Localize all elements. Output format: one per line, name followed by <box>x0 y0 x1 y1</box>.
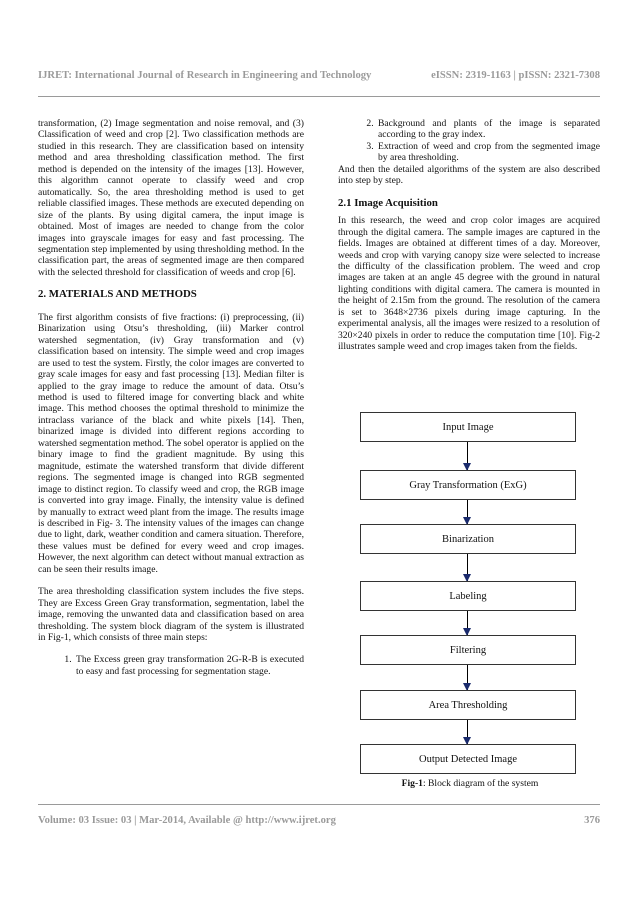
arrow-5 <box>467 665 468 690</box>
after-list-text: And then the detailed algorithms of the system are also described into step by step. <box>338 163 600 187</box>
issue-info: Volume: 03 Issue: 03 | Mar-2014, Available @ http://www.ijret.org <box>38 815 336 826</box>
issn: eISSN: 2319-1163 | pISSN: 2321-7308 <box>431 70 600 81</box>
step-2: 2. Background and plants of the image is separated according to the gray index. <box>376 118 600 141</box>
box-gray-transformation: Gray Transformation (ExG) <box>360 470 576 500</box>
page-number: 376 <box>584 815 600 826</box>
box-area-thresholding: Area Thresholding <box>360 690 576 720</box>
journal-title: IJRET: International Journal of Research in Engineering and Technology <box>38 70 372 81</box>
box-filtering: Filtering <box>360 635 576 665</box>
left-column <box>38 118 304 677</box>
arrow-3 <box>467 554 468 581</box>
intro-paragraph: transformation, (2) Image segmentation and noise removal, and (3) Classification of weed and crop [2]. Two classification methods are studied in this research. They are classification based on intensity method and area thresholding classification method. The first method is depended on the intensity of the images [13]. However, this algorithm cannot operate to classify weed and crop automatically. So, the area thresholding method is used to get reliable classified images. These methods are executed depending on size of the plants. By using digital camera, the input image is obtained. Most of images are needed to change from the color images into grayscale images for easy and fast processing. The segmentation step implemented by using thresholding method. In the classification part, the areas of segmented image are then compared with the selected threshold for classification of weeds and crop [6]. <box>38 118 304 278</box>
step-3: 3. Extraction of weed and crop from the segmented image by area thresholding. <box>376 141 600 164</box>
methods-paragraph-1: The first algorithm consists of five fractions: (i) preprocessing, (ii) Binarization using Otsu’s thresholding, (iii) Marker control watershed segmentation, (iv) Gray transformation and (v) classification based on intensity. The simple weed and crop images are used to test the system. Firstly, the color images are converted to gray scale images for easy and fast processing [13]. Median filter is applied to the gray image to reduce the amount of data. Otsu’s method is used to filtered image for converting black and white image. This method chooses the optimal threshold to minimize the intraclass variance of the black and white pixels [14]. Then, binarized image is divided into different regions according to watershed segmentation method. The sobel operator is applied on the binary image to find the gradient magnitude. By using this magnitude, estimate the watershed transform that divide different regions. The segmented image is changed into RGB segmented image to distinct region. To classify weed and crop, the RGB image is converted into gray image. Finally, the intensity value is defined by manually to extract weed plant from the image. The results image is described in Fig- 3. The intensity values of the images can change due to light, dark, weather condition and camera situation. Therefore, these values must be defined for every weed and crop images. However, the next algorithm can detect without manual extraction as can be seen their results image. <box>38 311 304 575</box>
running-footer <box>38 815 600 826</box>
section-heading-acquisition: 2.1 Image Acquisition <box>338 196 438 209</box>
header-rule <box>38 96 600 97</box>
acquisition-paragraph: In this research, the weed and crop color images are acquired through the digital camera. The sample images are captured in the fields. Images are obtained at different times of a day. Moreover, weeds and crop with varying canopy size were selected to increase the difficulty of the classification problem. The weed and crop images are taken at an angle 45 degree with the ground in natural lighting conditions with digital camera. The camera is mounted in the height of 2.15m from the ground. The resolution of the camera is set to 3648×2736 pixels during image capturing. In the experimental analysis, all the images were resized to a resolution of 320×240 pixels in order to reduce the computation time [10]. Fig-2 illustrates sample weed and crop images taken from the fields. <box>338 215 600 353</box>
arrow-1 <box>467 442 468 470</box>
arrow-4 <box>467 611 468 635</box>
arrow-2 <box>467 500 468 524</box>
box-input-image: Input Image <box>360 412 576 442</box>
box-output-detected-image: Output Detected Image <box>360 744 576 774</box>
box-binarization: Binarization <box>360 524 576 554</box>
running-header <box>38 70 600 86</box>
steps-list <box>38 654 304 677</box>
figure-caption <box>352 778 588 789</box>
caption-label: Fig-1 <box>401 778 423 789</box>
caption-text: : Block diagram of the system <box>422 778 539 789</box>
right-column <box>338 118 600 353</box>
steps-list-continued <box>338 118 600 164</box>
arrow-6 <box>467 720 468 744</box>
footer-rule <box>38 804 600 805</box>
box-labeling: Labeling <box>360 581 576 611</box>
block-diagram <box>352 400 588 800</box>
step-1: 1. The Excess green gray transformation 2G-R-B is executed to easy and fast processing for segmentation stage. <box>74 654 304 677</box>
methods-paragraph-2: The area thresholding classification system includes the five steps. They are Excess Green Gray transformation, segmentation, label the image, removing the unwanted data and classification based on area thresholding. The system block diagram of the system is illustrated in Fig-1, which consists of three main steps: <box>38 586 304 644</box>
section-heading-materials: 2. MATERIALS AND METHODS <box>38 288 197 301</box>
